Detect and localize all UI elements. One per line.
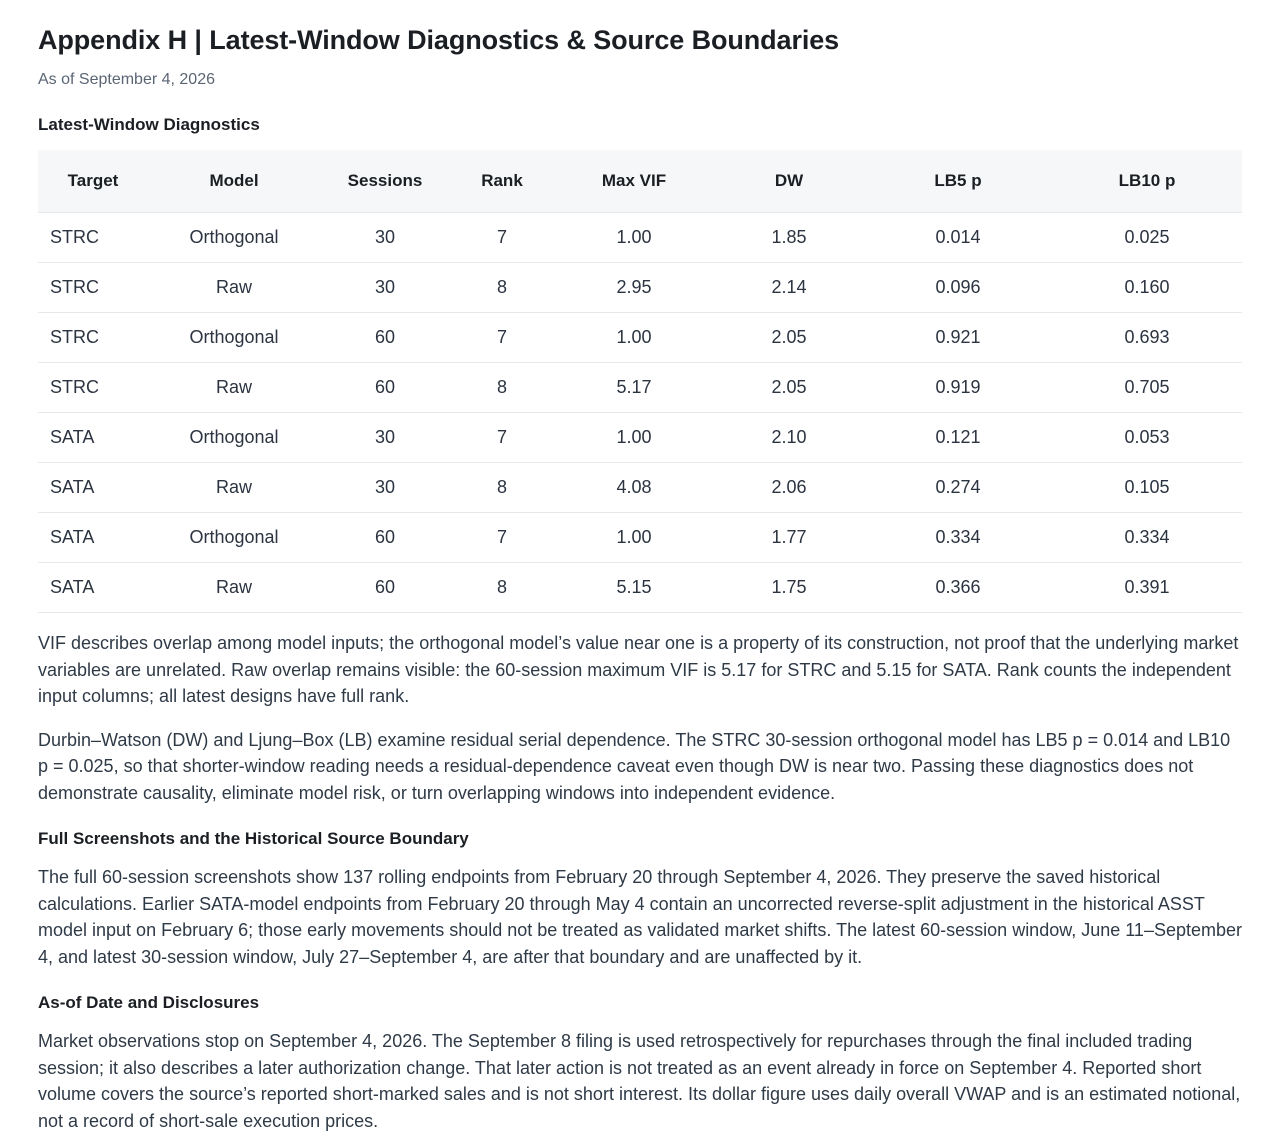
cell-sessions: 60 [320, 363, 450, 413]
cell-dw: 2.06 [714, 463, 864, 513]
cell-lb5-p: 0.334 [864, 513, 1052, 563]
cell-model: Orthogonal [148, 213, 320, 263]
disclosures-heading: As-of Date and Disclosures [38, 993, 260, 1012]
screenshots-paragraph: The full 60-session screenshots show 137 rolling endpoints from February 20 through September 4, 2026. They preserve the saved historical calculations. Earlier SATA-model endpoints from February 20 through May 4 contain an uncorrected reverse-split adjustment in the historical ASST model input on February 6; those early movements should not be treated as validated market shifts. The latest 60-session window, June 11–September 4, and latest 30-session window, July 27–September 4, are after that boundary and are unaffected by it. [38, 867, 1243, 967]
page-title: Appendix H | Latest-Window Diagnostics & Source Boundaries [38, 25, 840, 55]
table-row [38, 513, 1242, 563]
cell-sessions: 30 [320, 413, 450, 463]
cell-max-vif: 4.08 [554, 463, 714, 513]
cell-model: Raw [148, 463, 320, 513]
table-row [38, 563, 1242, 613]
vif-paragraph: VIF describes overlap among model inputs; the orthogonal model’s value near one is a property of its construction, not proof that the underlying market variables are unrelated. Raw overlap remains visible: the 60-session maximum VIF is 5.17 for STRC and 5.15 for SATA. Rank counts the independent input columns; all latest designs have full rank. [38, 633, 1239, 706]
cell-lb10-p: 0.160 [1052, 263, 1242, 313]
cell-dw: 2.05 [714, 313, 864, 363]
cell-dw: 2.05 [714, 363, 864, 413]
cell-lb10-p: 0.105 [1052, 463, 1242, 513]
table-header-row [38, 150, 1242, 213]
cell-lb10-p: 0.705 [1052, 363, 1242, 413]
cell-rank: 7 [450, 313, 554, 363]
cell-model: Orthogonal [148, 413, 320, 463]
table-row [38, 213, 1242, 263]
cell-lb5-p: 0.921 [864, 313, 1052, 363]
cell-rank: 7 [450, 213, 554, 263]
cell-rank: 7 [450, 413, 554, 463]
table-row [38, 363, 1242, 413]
diagnostics-heading: Latest-Window Diagnostics [38, 115, 260, 134]
cell-target: SATA [38, 413, 148, 463]
cell-target: SATA [38, 463, 148, 513]
cell-max-vif: 5.17 [554, 363, 714, 413]
cell-model: Raw [148, 563, 320, 613]
cell-lb5-p: 0.274 [864, 463, 1052, 513]
cell-lb10-p: 0.025 [1052, 213, 1242, 263]
cell-sessions: 60 [320, 563, 450, 613]
column-header-max-vif: Max VIF [554, 150, 714, 213]
cell-sessions: 60 [320, 313, 450, 363]
table-row [38, 313, 1242, 363]
cell-model: Raw [148, 263, 320, 313]
disclosures-paragraph: Market observations stop on September 4, 2026. The September 8 filing is used retrospectively for repurchases through the final included trading session; it also describes a later authorization change. That later action is not treated as an event already in force on September 4. Reported short volume covers the source’s reported short-marked sales and is not short interest. Its dollar figure uses daily overall VWAP and is an estimated notional, not a record of short-sale execution prices. [38, 1031, 1241, 1131]
cell-target: STRC [38, 363, 148, 413]
cell-dw: 1.85 [714, 213, 864, 263]
cell-rank: 7 [450, 513, 554, 563]
cell-target: STRC [38, 263, 148, 313]
cell-lb5-p: 0.121 [864, 413, 1052, 463]
column-header-lb5-p: LB5 p [864, 150, 1052, 213]
table-row [38, 263, 1242, 313]
column-header-sessions: Sessions [320, 150, 450, 213]
cell-dw: 1.75 [714, 563, 864, 613]
cell-rank: 8 [450, 463, 554, 513]
cell-model: Orthogonal [148, 313, 320, 363]
cell-lb5-p: 0.919 [864, 363, 1052, 413]
cell-max-vif: 5.15 [554, 563, 714, 613]
column-header-lb10-p: LB10 p [1052, 150, 1242, 213]
cell-dw: 2.10 [714, 413, 864, 463]
column-header-rank: Rank [450, 150, 554, 213]
cell-model: Orthogonal [148, 513, 320, 563]
cell-model: Raw [148, 363, 320, 413]
table-row [38, 413, 1242, 463]
cell-sessions: 30 [320, 213, 450, 263]
cell-target: STRC [38, 213, 148, 263]
cell-target: STRC [38, 313, 148, 363]
cell-max-vif: 1.00 [554, 213, 714, 263]
column-header-model: Model [148, 150, 320, 213]
cell-sessions: 60 [320, 513, 450, 563]
cell-lb10-p: 0.053 [1052, 413, 1242, 463]
cell-max-vif: 1.00 [554, 313, 714, 363]
cell-max-vif: 1.00 [554, 513, 714, 563]
cell-lb10-p: 0.693 [1052, 313, 1242, 363]
cell-rank: 8 [450, 263, 554, 313]
cell-target: SATA [38, 513, 148, 563]
cell-sessions: 30 [320, 463, 450, 513]
dw-paragraph: Durbin–Watson (DW) and Ljung–Box (LB) examine residual serial dependence. The STRC 30-session orthogonal model has LB5 p = 0.014 and LB10 p = 0.025, so that shorter-window reading needs a residual-dependence caveat even though DW is near two. Passing these diagnostics does not demonstrate causality, eliminate model risk, or turn overlapping windows into independent evidence. [38, 729, 1231, 803]
cell-rank: 8 [450, 563, 554, 613]
cell-dw: 2.14 [714, 263, 864, 313]
cell-dw: 1.77 [714, 513, 864, 563]
screenshots-heading: Full Screenshots and the Historical Source Boundary [38, 829, 469, 848]
cell-lb5-p: 0.096 [864, 263, 1052, 313]
cell-lb5-p: 0.366 [864, 563, 1052, 613]
cell-max-vif: 2.95 [554, 263, 714, 313]
as-of-date: As of September 4, 2026 [38, 71, 215, 88]
diagnostics-table [38, 150, 1242, 613]
column-header-dw: DW [714, 150, 864, 213]
column-header-target: Target [38, 150, 148, 213]
cell-lb10-p: 0.391 [1052, 563, 1242, 613]
cell-rank: 8 [450, 363, 554, 413]
cell-max-vif: 1.00 [554, 413, 714, 463]
cell-sessions: 30 [320, 263, 450, 313]
cell-lb10-p: 0.334 [1052, 513, 1242, 563]
table-row [38, 463, 1242, 513]
cell-lb5-p: 0.014 [864, 213, 1052, 263]
cell-target: SATA [38, 563, 148, 613]
